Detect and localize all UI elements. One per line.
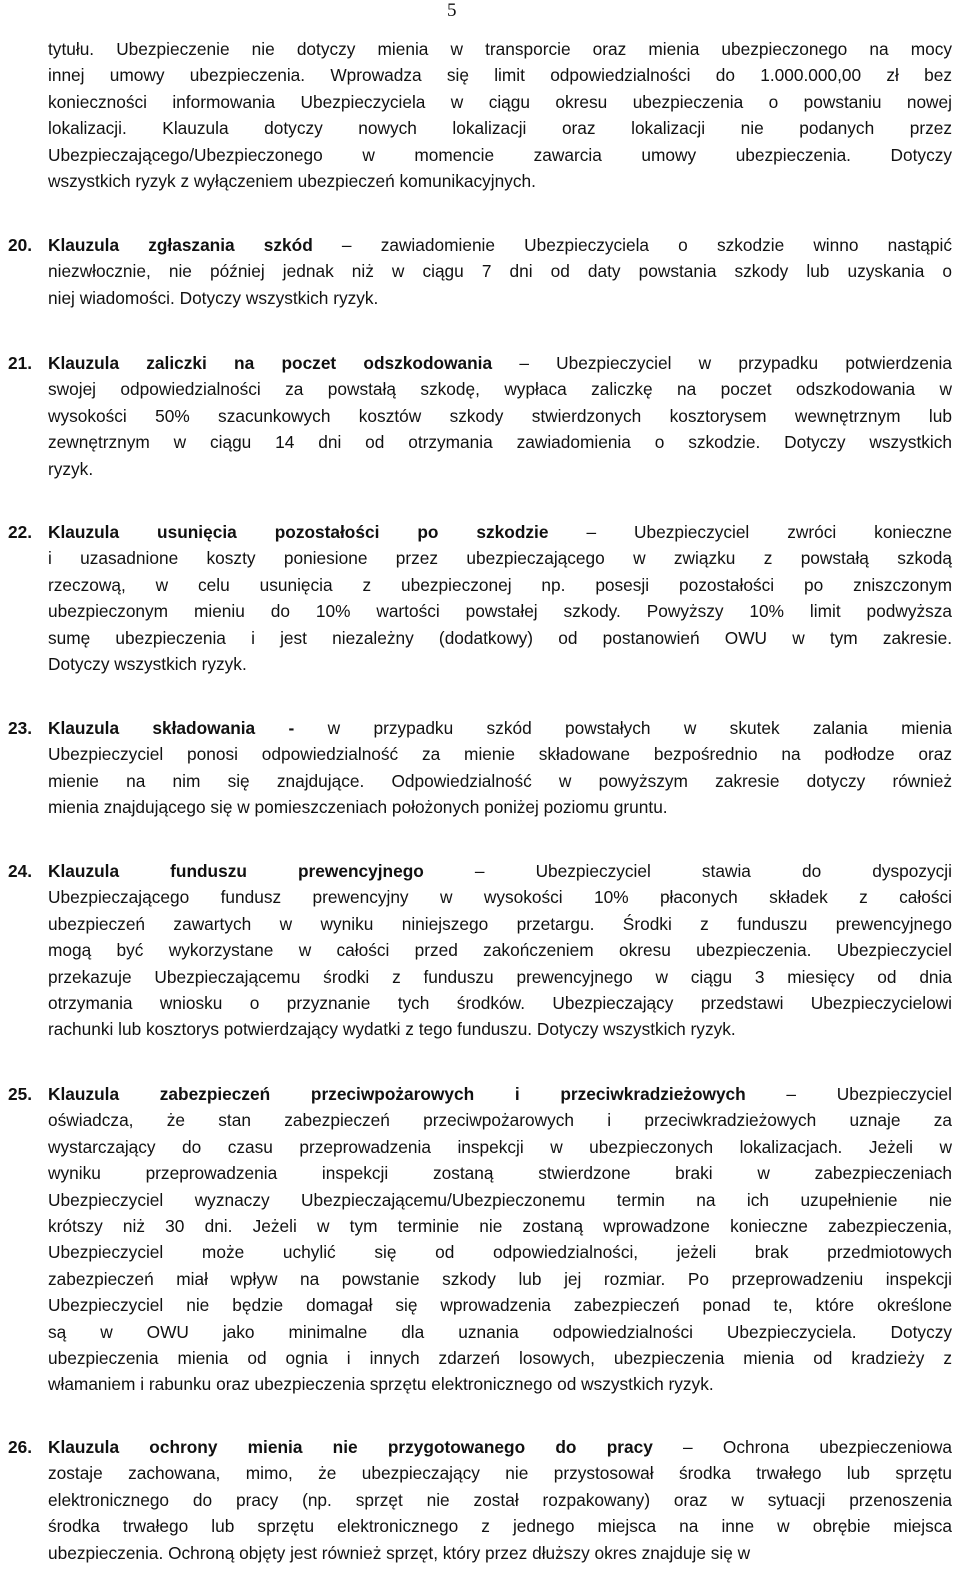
- clause-line: mienie na nim się znajdujące. Odpowiedzialność w powyższym zakresie dotyczy również: [48, 770, 952, 791]
- clause-number: 26.: [8, 1437, 33, 1457]
- clause-number: 22.: [8, 522, 33, 542]
- clause-20: [8, 232, 952, 311]
- clause-first-line: [8, 1434, 952, 1460]
- clause-first-line: [8, 232, 952, 258]
- intro-line: Ubezpieczającego/Ubezpieczonego w momencie zawarcia umowy ubezpieczenia. Dotyczy: [48, 144, 952, 165]
- clause-number: 23.: [8, 718, 33, 738]
- clause-line: zostaje zachowana, mimo, że ubezpieczający nie przystosował środka trwałego lub sprzętu: [48, 1463, 952, 1484]
- intro-line: innej umowy ubezpieczenia. Wprowadza się limit odpowiedzialności do 1.000.000,00 zł bez: [48, 65, 952, 86]
- clause-line: przekazuje Ubezpieczającemu środki z funduszu prewencyjnego w ciągu 3 miesięcy od dnia: [48, 966, 952, 987]
- clause-number: 24.: [8, 861, 33, 881]
- clause-first-line-text: – Ochrona ubezpieczeniowa: [652, 1437, 952, 1457]
- clause-line: swojej odpowiedzialności za powstałą szkodę, wypłaca zaliczkę na poczet odszkodowania w: [48, 379, 952, 400]
- clause-first-line-text: – Ubezpieczyciel w przypadku potwierdzenia: [492, 353, 952, 373]
- clause-line: środka trwałego lub sprzętu elektronicznego z jednego miejsca na inne w obrębie miejsca: [48, 1516, 952, 1537]
- clause-26: [8, 1434, 952, 1566]
- clause-line: zabezpieczeń miał wpływ na powstanie szkody lub jej rozmiar. Po przeprowadzeniu inspekcji: [48, 1268, 952, 1289]
- clause-line: wystarczający do czasu przeprowadzenia inspekcji w ubezpieczonych lokalizacjach. Jeżeli w: [48, 1136, 952, 1157]
- clause-title: Klauzula składowania -: [48, 718, 295, 738]
- clause-first-line: [8, 1081, 952, 1107]
- clause-first-line-text: w przypadku szkód powstałych w skutek zalania mienia: [294, 718, 952, 738]
- clause-first-line: [8, 519, 952, 545]
- clause-line: rachunki lub kosztorys potwierdzający wydatki z tego funduszu. Dotyczy wszystkich ryzyk.: [48, 1019, 736, 1040]
- clause-line: ryzyk.: [48, 458, 94, 479]
- intro-line: konieczności informowania Ubezpieczyciela w ciągu okresu ubezpieczenia o powstaniu nowej: [48, 91, 952, 112]
- clause-title: Klauzula ochrony mienia nie przygotowanego do pracy: [48, 1437, 653, 1457]
- clause-number: 20.: [8, 235, 33, 255]
- clause-line: zewnętrznym w ciągu 14 dni od otrzymania zawiadomienia o szkodzie. Dotyczy wszystkich: [48, 432, 952, 453]
- clause-line: Ubezpieczyciel może uchylić się od odpowiedzialności, jeżeli brak przedmiotowych: [48, 1242, 952, 1263]
- clause-line: ubezpieczenia mienia od ognia i innych zdarzeń losowych, ubezpieczenia mienia od kradzieży z: [48, 1348, 952, 1369]
- clause-title: Klauzula usunięcia pozostałości po szkodzie: [48, 522, 549, 542]
- clause-line: Ubezpieczyciel nie będzie domagał się wprowadzenia zabezpieczeń ponad te, które określone: [48, 1295, 952, 1316]
- clause-line: otrzymania wniosku o przyznanie tych środków. Ubezpieczający przedstawi Ubezpieczycielowi: [48, 993, 952, 1014]
- clause-line: mienia znajdującego się w pomieszczeniach położonych poniżej poziomu gruntu.: [48, 797, 668, 818]
- intro-line: lokalizacji. Klauzula dotyczy nowych lokalizacji oraz lokalizacji nie podanych przez: [48, 118, 952, 139]
- clause-line: elektronicznego do pracy (np. sprzęt nie został rozpakowany) oraz w sytuacji przenoszenia: [48, 1489, 952, 1510]
- clause-line: wyniku przeprowadzenia inspekcji zostaną stwierdzone braki w zabezpieczeniach: [48, 1163, 952, 1184]
- clause-line: niej wiadomości. Dotyczy wszystkich ryzyk.: [48, 287, 379, 308]
- clause-line: ubezpieczeń zawartych w wyniku niniejszego przetargu. Środki z funduszu prewencyjnego: [48, 913, 952, 934]
- clause-22: [8, 519, 952, 677]
- clause-number: 21.: [8, 353, 33, 373]
- clause-line: krótszy niż 30 dni. Jeżeli w tym terminie nie zostaną wprowadzone konieczne zabezpieczenia,: [48, 1216, 952, 1237]
- clause-line: są w OWU jako minimalne dla uznania odpowiedzialności Ubezpieczyciela. Dotyczy: [48, 1321, 952, 1342]
- clause-first-line: [8, 715, 952, 741]
- clause-24: [8, 858, 952, 1043]
- clause-title: Klauzula zabezpieczeń przeciwpożarowych i przeciwkradzieżowych: [48, 1084, 746, 1104]
- clause-line: ubezpieczenia. Ochroną objęty jest również sprzęt, który przez dłuższy okres znajduje się w: [48, 1542, 751, 1563]
- clause-line: włamaniem i rabunku oraz ubezpieczenia sprzętu elektronicznego od wszystkich ryzyk.: [48, 1374, 714, 1395]
- clause-line: mogą być wykorzystane w całości przed zakończeniem okresu ubezpieczenia. Ubezpieczyciel: [48, 940, 952, 961]
- clause-first-line: [8, 858, 952, 884]
- clause-line: oświadcza, że stan zabezpieczeń przeciwpożarowych i przeciwkradzieżowych uznaje za: [48, 1110, 952, 1131]
- clause-line: Ubezpieczyciel wyznaczy Ubezpieczającemu/Ubezpieczonemu termin na ich uzupełnienie nie: [48, 1189, 952, 1210]
- intro-line: wszystkich ryzyk z wyłączeniem ubezpieczeń komunikacyjnych.: [48, 171, 536, 192]
- intro-line: tytułu. Ubezpieczenie nie dotyczy mienia w transporcie oraz mienia ubezpieczonego na mocy: [48, 39, 952, 59]
- clause-first-line: [8, 350, 952, 376]
- clause-line: sumę ubezpieczenia i jest niezależny (dodatkowy) od postanowień OWU w tym zakresie.: [48, 627, 952, 648]
- clause-23: [8, 715, 952, 821]
- clause-first-line-text: – zawiadomienie Ubezpieczyciela o szkodzie winno nastąpić: [312, 235, 952, 255]
- clause-line: i uzasadnione koszty poniesione przez ubezpieczającego w związku z powstałą szkodą: [48, 548, 952, 569]
- clause-number: 25.: [8, 1084, 33, 1104]
- clause-line: Ubezpieczyciel ponosi odpowiedzialność za mienie składowane bezpośrednio na podłodze oraz: [48, 744, 952, 765]
- clause-title: Klauzula zgłaszania szkód: [48, 235, 313, 255]
- clause-line: rzeczową, w celu usunięcia z ubezpieczonej np. posesji pozostałości po zniszczonym: [48, 574, 952, 595]
- clause-first-line-text: – Ubezpieczyciel zwróci konieczne: [548, 522, 952, 542]
- clause-line: ubezpieczonym mieniu do 10% wartości powstałej szkody. Powyższy 10% limit podwyższa: [48, 601, 952, 622]
- page-number: 5: [447, 0, 457, 21]
- intro-paragraph: [48, 36, 952, 194]
- clause-title: Klauzula funduszu prewencyjnego: [48, 861, 424, 881]
- clause-line: wysokości 50% szacunkowych kosztów szkody stwierdzonych kosztorysem wewnętrznym lub: [48, 405, 952, 426]
- clause-21: [8, 350, 952, 482]
- clause-title: Klauzula zaliczki na poczet odszkodowania: [48, 353, 493, 373]
- clause-first-line-text: – Ubezpieczyciel stawia do dyspozycji: [423, 861, 952, 881]
- clause-line: niezwłocznie, nie później jednak niż w ciągu 7 dni od daty powstania szkody lub uzyskania o: [48, 261, 952, 282]
- clause-25: [8, 1081, 952, 1398]
- clause-line: Dotyczy wszystkich ryzyk.: [48, 654, 247, 675]
- clause-line: Ubezpieczającego fundusz prewencyjny w wysokości 10% płaconych składek z całości: [48, 887, 952, 908]
- clause-first-line-text: – Ubezpieczyciel: [745, 1084, 952, 1104]
